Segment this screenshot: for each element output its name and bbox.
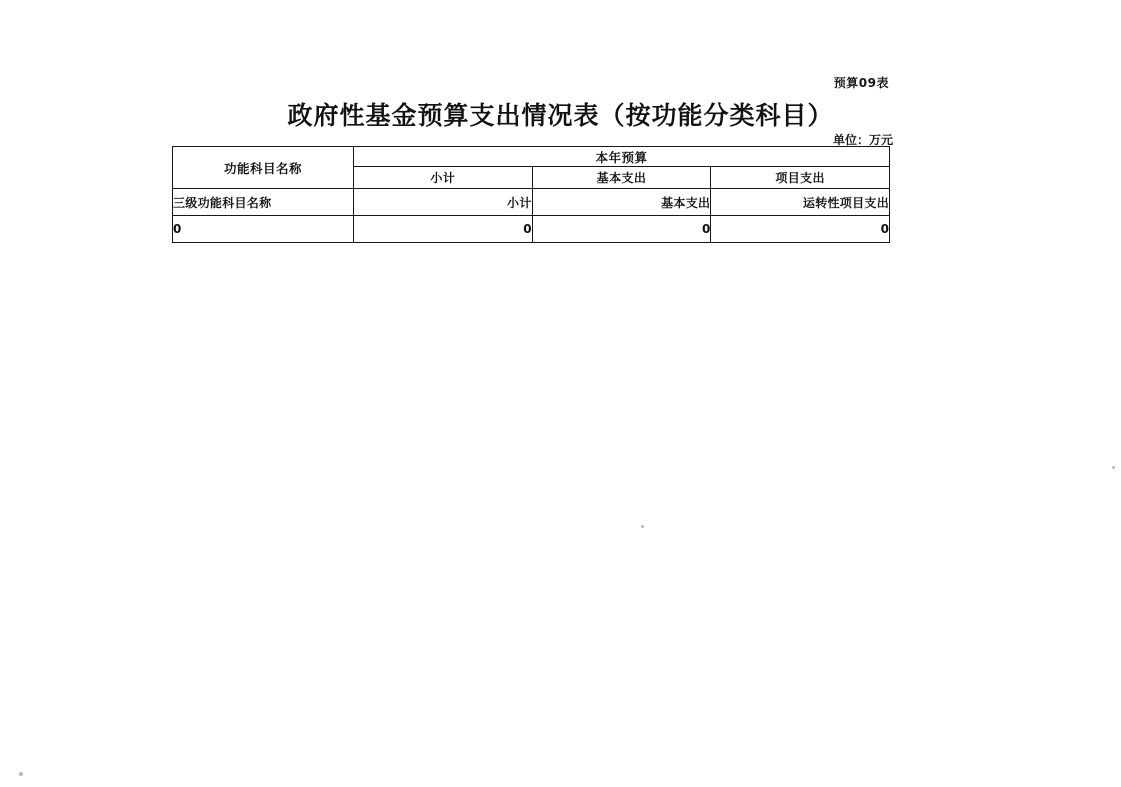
header-basic-expenditure: 基本支出 <box>532 167 711 189</box>
table-row <box>173 216 890 243</box>
data-cell-subject: 0 <box>173 216 354 243</box>
header-project-expenditure: 项目支出 <box>711 167 890 189</box>
row-basic-label: 基本支出 <box>532 189 711 216</box>
table-row <box>173 189 890 216</box>
unit-note: 单位：万元 <box>832 133 893 147</box>
data-cell-project: 0 <box>711 216 890 243</box>
header-function-subject: 功能科目名称 <box>173 147 354 189</box>
row-subtotal-label: 小计 <box>354 189 533 216</box>
data-cell-basic: 0 <box>532 216 711 243</box>
budget-table <box>172 146 890 243</box>
data-cell-subtotal: 0 <box>354 216 533 243</box>
budget-table-container <box>172 146 890 243</box>
header-subtotal: 小计 <box>354 167 533 189</box>
page-title: 政府性基金预算支出情况表（按功能分类科目） <box>287 101 834 130</box>
scan-speck <box>19 772 23 776</box>
form-number: 预算09表 <box>833 76 889 90</box>
row-project-label: 运转性项目支出 <box>711 189 890 216</box>
scan-speck <box>641 525 644 528</box>
row-label-level3-subject: 三级功能科目名称 <box>173 189 354 216</box>
header-current-year-budget: 本年预算 <box>354 147 890 167</box>
table-header-row-1 <box>173 147 890 167</box>
scan-speck <box>1112 466 1115 469</box>
